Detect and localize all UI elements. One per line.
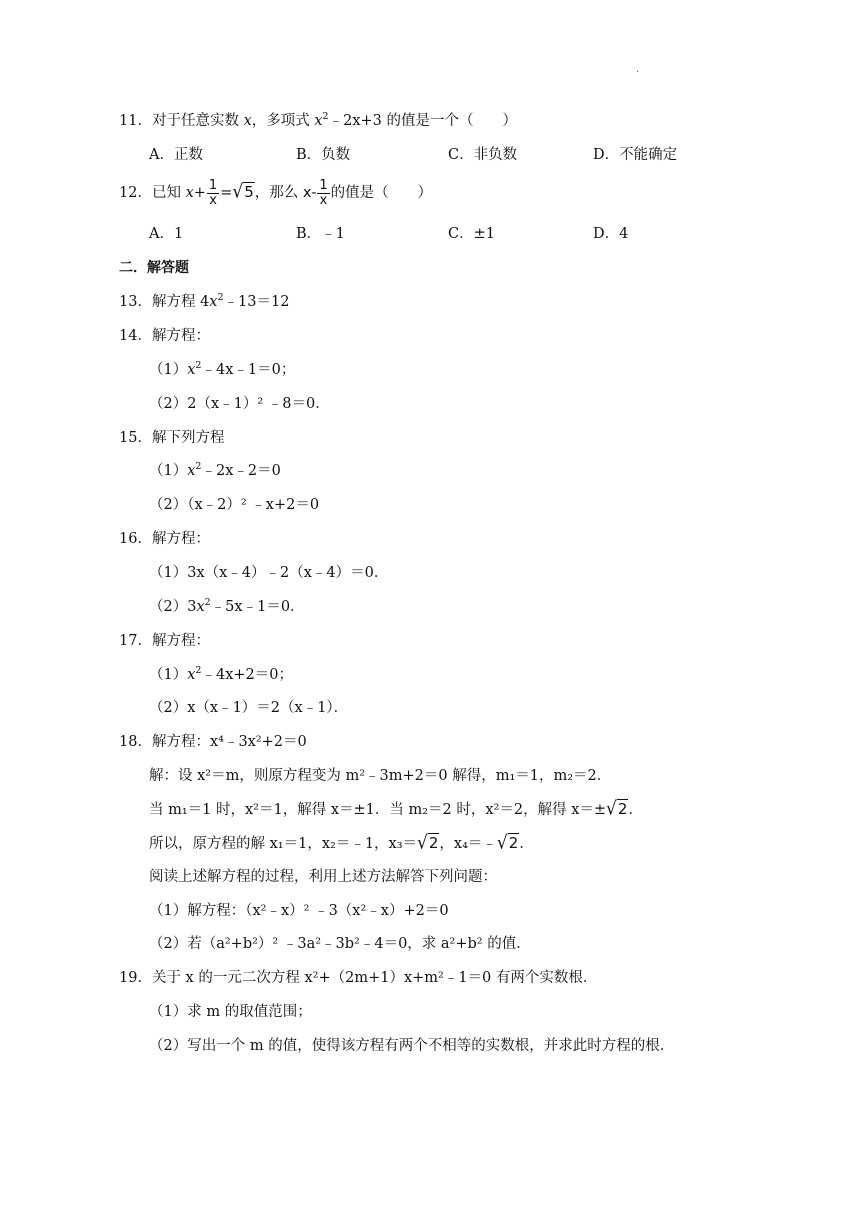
question-15-part-1: $(1)x^2﹣2x﹣2=0$: [149, 461, 281, 479]
q11-var: x: [243, 113, 252, 129]
question-14-part-1: $(1)x^2﹣4x﹣1=0$；: [149, 360, 296, 378]
q12-option-d: D．4: [593, 226, 629, 242]
question-18-solution-2: 当 m₁＝1 时，x²＝1，解得 x＝±1．当 m₂＝2 时，x²＝2，解得 x＝±√2．: [149, 798, 643, 820]
sqrt-2-a: √2: [417, 832, 439, 854]
question-16-title: 16．解方程：: [119, 531, 210, 547]
question-15-title: 15．解下列方程: [119, 430, 225, 446]
question-16-part-1: （1）3x（x﹣4）﹣2（x﹣4）＝0．: [149, 565, 389, 581]
fraction-1-over-x-2: $\frac{1}{x}$: [319, 177, 328, 208]
section-title: 二．解答题: [119, 260, 189, 276]
question-19-part-2: （2）写出一个 m 的值，使得该方程有两个不相等的实数根，并求此时方程的根．: [149, 1038, 675, 1054]
question-19-title: 19．关于 x 的一元二次方程 x²+（2m+1）x+m²﹣1＝0 有两个实数根．: [119, 970, 598, 986]
q11-option-c: C．非负数: [448, 147, 518, 163]
sqrt-2-b: √2: [496, 832, 519, 854]
q12-option-c: C．±1: [448, 226, 495, 242]
sqrt-2: √2: [606, 798, 628, 820]
q12-option-a: A．1: [149, 226, 184, 242]
question-18-part-1: （1）解方程：（x²﹣x）² ﹣3（x²﹣x）+2＝0: [149, 903, 449, 919]
header-mark: .: [636, 64, 640, 75]
q11-option-d: D．不能确定: [593, 147, 678, 163]
question-18-read: 阅读上述解方程的过程，利用上述方法解答下列问题：: [149, 869, 497, 885]
question-14-title: 14．解方程：: [119, 328, 210, 344]
question-17-part-2: （2）x（x﹣1）＝2（x﹣1）．: [149, 700, 349, 716]
q12-option-b: B．﹣1: [296, 226, 345, 242]
question-18-solution-1: 解：设 x²＝m，则原方程变为 m²﹣3m+2＝0 解得，m₁＝1，m₂＝2．: [149, 768, 612, 784]
sqrt-5: √5: [232, 181, 254, 203]
question-18-part-2: （2）若（a²+b²）² ﹣3a²﹣3b²﹣4＝0，求 a²+b² 的值．: [149, 936, 531, 952]
question-18-title: 18．解方程：x⁴﹣3x²+2＝0: [119, 734, 307, 750]
q11-after: ﹣2x+3 的值是一个（ ）: [328, 113, 517, 129]
q11-mid: ，多项式: [251, 113, 315, 129]
question-19-part-1: （1）求 m 的取值范围；: [149, 1004, 312, 1020]
q11-option-a: A．正数: [149, 147, 203, 163]
q11-prefix: 11．对于任意实数: [119, 113, 244, 129]
question-16-part-2: $(2)3x^2﹣5x﹣1=0$．: [149, 597, 305, 615]
question-17-part-1: $(1)x^2﹣4x+2=0$；: [149, 665, 293, 683]
question-11-stem: 11．对于任意实数 x，多项式 $x^2﹣2x+3$ 的值是一个（ ）: [119, 111, 517, 129]
question-14-part-2: （2）2（x﹣1）² ﹣8＝0．: [149, 396, 330, 412]
question-18-solution-3: 所以，原方程的解 x₁＝1，x₂＝﹣1，x₃＝√2，x₄＝﹣√2．: [149, 832, 534, 854]
question-12-stem: 12．已知 x+ $\frac{1}{x}$ =√5，那么 x- $\frac{1}{x}$ 的值是（ ）: [119, 177, 433, 208]
question-17-title: 17．解方程：: [119, 633, 210, 649]
question-15-part-2: （2）（x﹣2）² ﹣x+2＝0: [149, 497, 320, 513]
fraction-1-over-x: $\frac{1}{x}$: [208, 177, 218, 208]
q11-option-b: B．负数: [296, 147, 351, 163]
question-13: 13．解方程 $4x^2﹣13=12$: [119, 292, 290, 310]
